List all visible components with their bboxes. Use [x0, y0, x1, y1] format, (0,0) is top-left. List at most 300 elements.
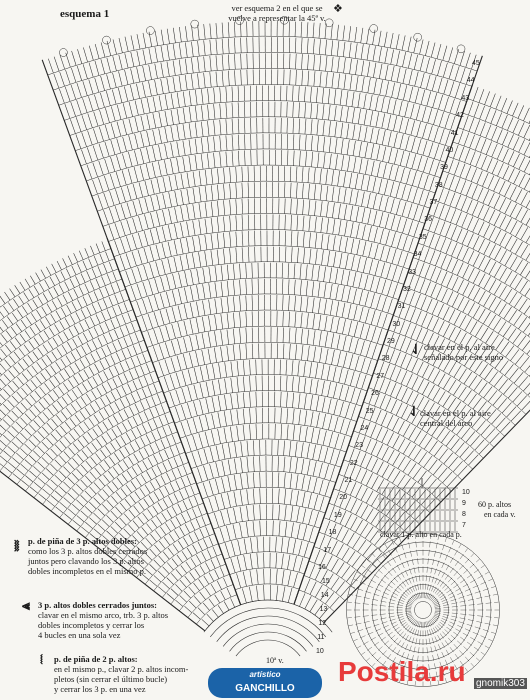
round-stitch	[357, 572, 412, 604]
stitch-mark	[523, 108, 529, 121]
stitch-mark	[148, 314, 153, 328]
stitch-mark	[51, 449, 58, 456]
stitch-mark	[510, 186, 516, 199]
stitch-mark	[72, 489, 79, 496]
stitch-mark	[399, 101, 402, 116]
stitch-mark	[417, 379, 424, 392]
stitch-mark	[302, 70, 303, 85]
waist-row	[230, 632, 307, 651]
stitch-mark	[184, 591, 191, 598]
stitch-mark	[508, 328, 516, 340]
stitch-mark	[100, 361, 105, 370]
stitch-mark	[307, 444, 310, 459]
stitch-mark	[459, 369, 467, 381]
stitch-mark	[116, 317, 120, 326]
stitch-mark	[243, 409, 244, 424]
stitch-mark	[77, 454, 83, 462]
round-stitch	[431, 554, 474, 602]
stitch-mark	[327, 251, 329, 266]
stitch-mark	[361, 192, 364, 207]
stitch-mark	[200, 367, 203, 382]
row-number: 11	[317, 634, 325, 641]
stitch-mark	[221, 591, 226, 600]
stitch-mark	[217, 169, 218, 184]
row-number: 26	[371, 390, 379, 398]
stitch-mark	[308, 493, 311, 508]
stitch-mark	[460, 446, 469, 457]
stitch-mark	[154, 455, 158, 464]
stitch-mark	[68, 256, 72, 265]
stitch-mark	[354, 322, 358, 337]
stitch-mark	[244, 150, 245, 165]
stitch-mark	[241, 70, 242, 85]
stitch-mark	[21, 403, 28, 410]
stitch-mark	[216, 72, 217, 87]
stitch-mark	[392, 266, 396, 280]
stitch-mark	[365, 308, 369, 323]
stitch-mark	[237, 556, 241, 571]
stitch-mark	[59, 373, 65, 381]
stitch-mark	[77, 469, 84, 476]
stitch-mark	[134, 454, 139, 462]
stitch-mark	[74, 326, 79, 335]
stitch-mark	[326, 72, 327, 87]
stitch-mark	[377, 329, 382, 343]
stitch-mark	[66, 408, 72, 416]
stitch-mark	[279, 521, 280, 536]
stitch-mark	[172, 470, 176, 479]
stitch-mark	[305, 151, 306, 166]
stitch-mark	[51, 495, 58, 501]
stitch-mark	[434, 127, 438, 141]
stitch-mark	[442, 289, 448, 302]
stitch-mark	[36, 376, 42, 384]
stitch-mark	[449, 47, 453, 62]
stitch-mark	[227, 297, 229, 312]
stitch-mark	[366, 456, 372, 469]
stitch-mark	[80, 360, 85, 368]
stitch-mark	[416, 105, 420, 120]
stitch-mark	[43, 412, 49, 420]
stitch-mark	[490, 433, 500, 443]
stitch-mark	[89, 518, 96, 525]
stitch-mark	[331, 559, 338, 571]
stitch-mark	[328, 415, 332, 430]
stitch-mark	[453, 145, 458, 158]
stitch-mark	[439, 449, 448, 460]
stitch-mark	[304, 542, 308, 556]
stitch-mark	[471, 168, 476, 181]
stitch-mark	[310, 600, 317, 612]
stitch-mark	[390, 182, 394, 197]
stitch-mark	[59, 284, 64, 293]
stitch-mark	[382, 430, 388, 443]
stitch-mark	[239, 344, 240, 359]
stitch-mark	[285, 505, 287, 520]
stitch-mark	[90, 404, 95, 412]
stitch-mark	[81, 274, 85, 283]
stitch-mark	[352, 92, 354, 107]
stitch-mark	[510, 221, 517, 234]
stitch-mark	[46, 468, 53, 475]
stitch-mark	[157, 465, 162, 474]
stitch-mark	[228, 71, 229, 86]
stitch-mark	[369, 259, 373, 274]
stitch-mark	[374, 227, 378, 242]
edge-picot	[191, 20, 199, 28]
stitch-mark	[246, 296, 247, 311]
stitch-mark	[412, 171, 416, 186]
stitch-mark	[338, 204, 340, 219]
stitch-mark	[156, 228, 160, 243]
stitch-mark	[226, 119, 227, 134]
stitch-mark	[288, 588, 292, 603]
stitch-mark	[171, 589, 178, 596]
stitch-mark	[295, 442, 297, 457]
stitch-mark	[169, 534, 175, 542]
stitch-mark	[299, 151, 300, 166]
stitch-mark	[362, 375, 367, 389]
stitch-mark	[217, 201, 219, 216]
stitch-mark	[382, 483, 389, 495]
stitch-mark	[315, 363, 317, 378]
stitch-mark	[300, 264, 301, 279]
stitch-mark	[484, 368, 492, 380]
stitch-mark	[449, 457, 458, 468]
legend-item-3-l2: pletos (sin cerrar el último bucle)	[54, 674, 168, 684]
stitch-mark	[93, 146, 98, 160]
stitch-mark	[126, 271, 131, 285]
stitch-mark	[443, 307, 449, 320]
stitch-mark	[51, 480, 58, 487]
round-stitch	[432, 618, 480, 661]
stitch-mark	[103, 299, 107, 308]
stitch-mark	[497, 129, 503, 142]
stitch-mark	[117, 282, 120, 291]
stitch-mark	[372, 553, 382, 564]
stitch-mark	[54, 287, 59, 296]
stitch-mark	[492, 144, 498, 157]
stitch-mark	[422, 382, 429, 395]
stitch-mark	[444, 174, 449, 187]
stitch-mark	[102, 348, 106, 357]
stitch-mark	[232, 119, 233, 134]
stitch-mark	[330, 449, 334, 464]
stitch-mark	[256, 392, 257, 407]
stitch-mark	[89, 79, 93, 93]
stitch-mark	[395, 166, 399, 181]
stitch-mark	[444, 453, 453, 464]
stitch-mark	[478, 222, 484, 235]
stitch-mark	[198, 252, 200, 267]
stitch-mark	[121, 436, 126, 444]
stitch-mark	[176, 569, 182, 577]
stitch-mark	[172, 435, 176, 444]
stitch-mark	[503, 166, 509, 179]
stitch-mark	[427, 316, 433, 329]
stitch-mark	[128, 348, 132, 357]
stitch-mark	[77, 263, 81, 272]
stitch-mark	[38, 431, 45, 438]
stitch-mark	[355, 520, 362, 532]
stitch-mark	[485, 108, 490, 121]
stitch-mark	[197, 73, 199, 88]
stitch-mark	[172, 307, 176, 322]
stitch-mark	[456, 195, 461, 208]
stitch-mark	[299, 410, 301, 425]
stitch-mark	[497, 146, 503, 159]
stitch-mark	[175, 207, 178, 222]
stitch-mark	[96, 351, 101, 360]
stitch-mark	[369, 243, 372, 258]
stitch-mark	[318, 298, 320, 313]
stitch-mark	[126, 396, 130, 405]
legend-item-3-l3: y cerrar los 3 p. en una vez	[54, 684, 146, 694]
stitch-mark	[340, 106, 342, 121]
stitch-mark	[35, 324, 40, 332]
stitch-mark	[207, 121, 209, 136]
stitch-mark	[288, 571, 291, 586]
stitch-mark	[221, 265, 223, 280]
stitch-mark	[219, 363, 221, 378]
stitch-mark	[215, 315, 217, 330]
stitch-mark	[232, 135, 233, 150]
stitch-mark	[513, 137, 519, 150]
row-number: 18	[328, 529, 337, 537]
stitch-mark	[139, 199, 143, 214]
stitch-mark	[212, 414, 215, 429]
stitch-mark	[385, 214, 389, 229]
stitch-mark	[173, 44, 175, 59]
stitch-mark	[159, 489, 164, 498]
stitch-mark	[162, 243, 166, 258]
stitch-mark	[250, 392, 251, 407]
stitch-mark	[230, 427, 232, 442]
stitch-mark	[58, 387, 64, 395]
stitch-mark	[36, 273, 41, 282]
stitch-mark	[82, 383, 87, 391]
stitch-mark	[429, 234, 434, 247]
stitch-mark	[212, 397, 215, 412]
stitch-mark	[295, 312, 296, 327]
stitch-mark	[57, 348, 62, 356]
stitch-mark	[519, 376, 528, 387]
stitch-mark	[195, 351, 198, 366]
stitch-mark	[287, 538, 289, 553]
stitch-mark	[233, 264, 234, 279]
stitch-mark	[387, 98, 390, 113]
stitch-mark	[469, 118, 474, 131]
row-number: 33	[408, 268, 417, 276]
stitch-mark	[188, 369, 192, 384]
round-stitch	[433, 616, 488, 648]
stitch-mark	[338, 57, 340, 72]
stitch-mark	[367, 359, 372, 373]
stitch-mark	[171, 126, 174, 141]
stitch-mark	[137, 34, 140, 49]
stitch-mark	[122, 386, 126, 395]
stitch-mark	[310, 395, 312, 410]
stitch-mark	[214, 136, 216, 151]
stitch-mark	[76, 484, 83, 491]
stitch-mark	[343, 42, 345, 57]
stitch-mark	[166, 292, 170, 307]
stitch-mark	[374, 244, 378, 259]
stitch-mark	[131, 394, 135, 403]
stitch-mark	[8, 303, 14, 311]
stitch-mark	[282, 570, 284, 585]
stitch-mark	[296, 474, 298, 489]
stitch-mark	[166, 309, 170, 324]
stitch-mark	[508, 168, 514, 181]
stitch-mark	[301, 38, 302, 53]
stitch-mark	[128, 457, 133, 465]
stitch-mark	[315, 217, 317, 232]
stitch-mark	[447, 291, 453, 304]
stitch-mark	[510, 204, 517, 217]
stitch-mark	[32, 366, 38, 374]
stitch-mark	[59, 456, 66, 463]
stitch-mark	[60, 55, 65, 69]
stitch-mark	[165, 415, 169, 424]
stitch-mark	[288, 279, 289, 294]
stitch-mark	[0, 393, 6, 400]
stitch-mark	[414, 430, 421, 442]
stitch-mark	[122, 315, 126, 324]
stitch-mark	[319, 23, 320, 38]
stitch-mark	[133, 184, 137, 199]
stitch-mark	[322, 250, 324, 265]
stitch-mark	[380, 80, 383, 95]
stitch-mark	[260, 472, 261, 487]
stitch-mark	[413, 188, 417, 202]
sample-row-10: 10	[462, 489, 470, 496]
stitch-mark	[501, 98, 506, 111]
stitch-mark	[228, 443, 230, 458]
stitch-mark	[77, 83, 82, 97]
stitch-mark	[252, 327, 253, 342]
stitch-mark	[67, 305, 72, 314]
stitch-mark	[468, 303, 475, 316]
stitch-mark	[5, 345, 11, 353]
stitch-mark	[161, 440, 165, 449]
stitch-mark	[312, 281, 314, 296]
stitch-mark	[186, 437, 191, 451]
stitch-mark	[499, 286, 506, 298]
stitch-mark	[247, 441, 248, 456]
stitch-mark	[86, 461, 92, 469]
stitch-mark	[96, 314, 100, 323]
stitch-mark	[322, 381, 325, 396]
stitch-mark	[345, 514, 351, 527]
stitch-mark	[183, 465, 187, 474]
stitch-mark	[470, 435, 479, 446]
stitch-mark	[429, 160, 434, 174]
stitch-mark	[214, 120, 215, 135]
stitch-mark	[419, 452, 427, 464]
stitch-mark	[461, 428, 470, 439]
row-number: 21	[344, 477, 353, 485]
stitch-mark	[68, 380, 73, 388]
stitch-mark	[110, 157, 114, 171]
stitch-mark	[247, 37, 248, 52]
stitch-mark	[83, 436, 89, 444]
stitch-mark	[123, 460, 128, 468]
row-arc	[230, 568, 305, 575]
stitch-mark	[81, 310, 85, 319]
stitch-mark	[241, 458, 243, 473]
stitch-mark	[478, 291, 485, 303]
stitch-mark	[151, 520, 157, 528]
stitch-mark	[314, 184, 315, 199]
stitch-mark	[443, 324, 449, 337]
stitch-mark	[310, 564, 315, 577]
round-stitch	[385, 544, 417, 599]
stitch-mark	[421, 494, 430, 505]
stitch-mark	[127, 186, 131, 201]
stitch-mark	[432, 301, 438, 314]
stitch-mark	[131, 481, 137, 489]
stitch-mark	[161, 30, 163, 45]
stitch-mark	[496, 113, 501, 126]
stitch-mark	[437, 61, 441, 76]
stitch-mark	[135, 404, 139, 413]
stitch-mark	[4, 374, 10, 381]
stitch-mark	[120, 327, 124, 336]
stitch-mark	[227, 281, 229, 296]
stitch-mark	[297, 524, 300, 539]
stitch-mark	[388, 299, 393, 313]
stitch-mark	[257, 569, 259, 584]
stitch-mark	[94, 112, 98, 126]
stitch-mark	[90, 246, 94, 255]
stitch-mark	[113, 415, 118, 423]
stitch-mark	[408, 463, 416, 475]
stitch-mark	[290, 70, 291, 85]
stitch-mark	[30, 487, 38, 493]
stitch-mark	[420, 40, 424, 55]
stitch-mark	[116, 172, 120, 186]
legend-item-1-heading: p. de piña de 3 p. altos dobles:	[28, 536, 137, 546]
row-arc	[171, 564, 226, 604]
stitch-mark	[451, 243, 457, 256]
stitch-mark	[147, 98, 150, 113]
stitch-mark	[316, 380, 318, 395]
stitch-mark	[78, 336, 83, 345]
stitch-mark	[10, 289, 15, 297]
stitch-mark	[21, 320, 27, 328]
stitch-mark	[131, 358, 135, 367]
stitch-mark	[291, 231, 292, 246]
stitch-mark	[167, 78, 170, 93]
stitch-mark	[30, 395, 36, 403]
stitch-mark	[67, 342, 72, 350]
stitch-mark	[210, 464, 214, 479]
stitch-mark	[374, 211, 377, 226]
stitch-mark	[457, 280, 463, 293]
stitch-mark	[361, 175, 364, 190]
row-number: 43	[461, 94, 470, 102]
stitch-mark	[194, 583, 200, 591]
stitch-mark	[328, 382, 331, 397]
stitch-mark	[123, 103, 127, 118]
stitch-mark	[178, 504, 182, 513]
stitch-mark	[358, 109, 360, 124]
stitch-mark	[68, 462, 75, 469]
stitch-mark	[24, 292, 29, 300]
stitch-mark	[305, 410, 307, 425]
stitch-mark	[502, 115, 508, 128]
